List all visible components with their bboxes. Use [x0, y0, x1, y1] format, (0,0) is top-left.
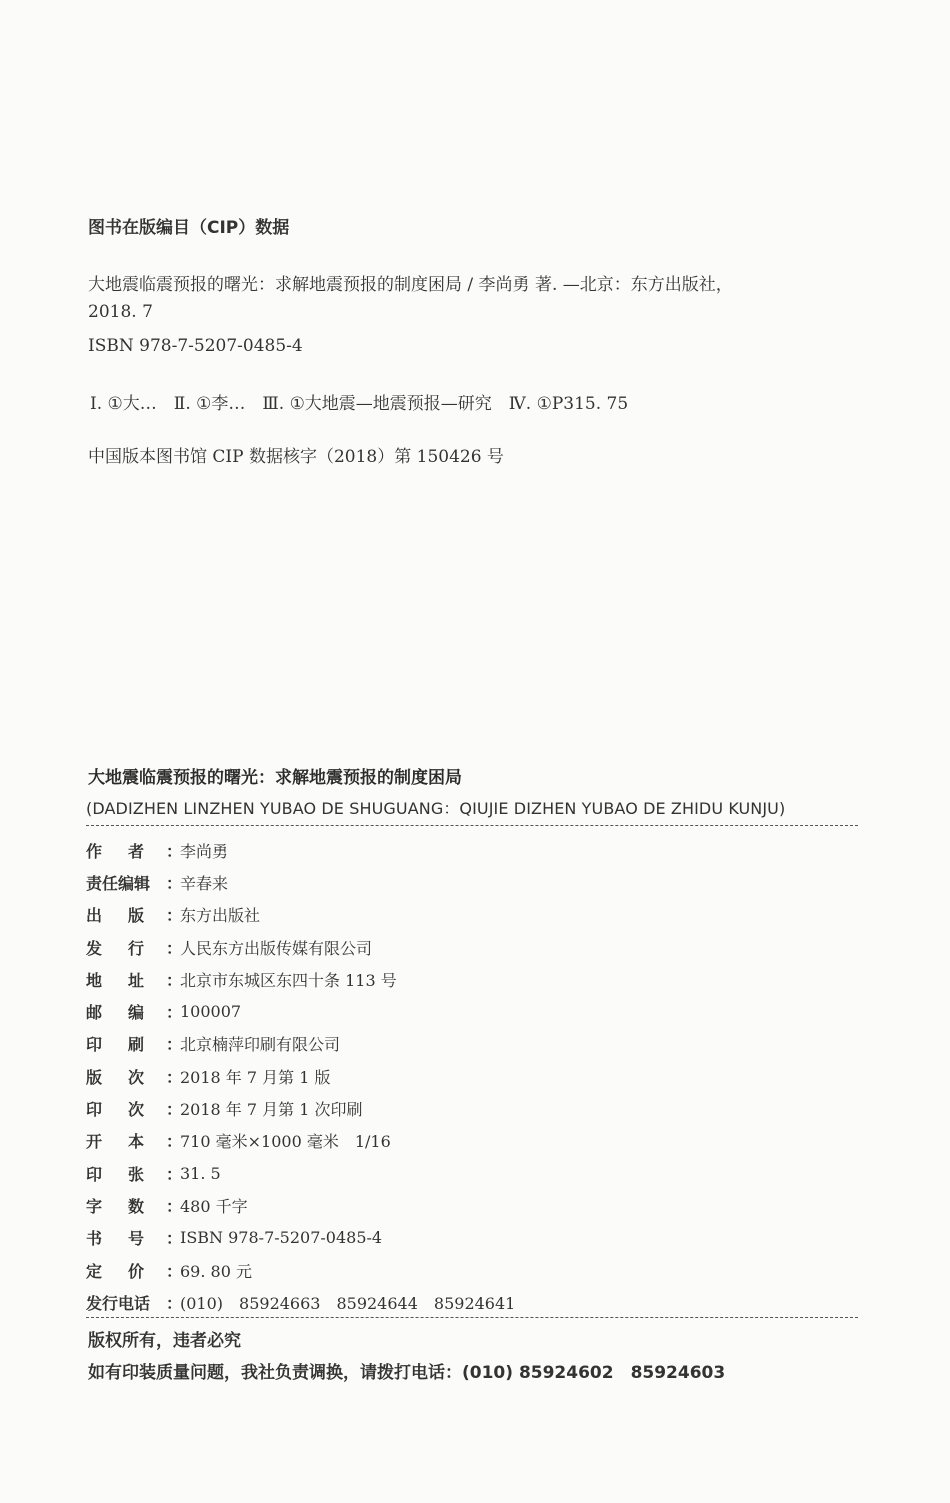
info-label: 地 址	[86, 970, 144, 990]
info-row-format: 开 本 ： 710 毫米×1000 毫米 1/16	[86, 1125, 515, 1157]
info-label: 开 本	[86, 1132, 144, 1152]
info-row-word-count: 字 数 ： 480 千字	[86, 1189, 515, 1221]
publication-info-list	[86, 834, 515, 1318]
cip-date-line: 2018. 7	[88, 302, 153, 322]
info-row-distributor: 发 行 ： 人民东方出版传媒有限公司	[86, 931, 515, 963]
info-value: (010) 85924663 85924644 85924641	[180, 1293, 516, 1313]
info-label: 印 次	[86, 1100, 144, 1120]
book-title: 大地震临震预报的曙光：求解地震预报的制度困局	[88, 768, 462, 788]
info-row-price: 定 价 ： 69. 80 元	[86, 1254, 515, 1286]
info-value: ISBN 978-7-5207-0485-4	[180, 1228, 383, 1248]
cip-classification: Ⅰ. ①大… Ⅱ. ①李… Ⅲ. ①大地震—地震预报—研究 Ⅳ. ①P315. 75	[90, 394, 629, 414]
cip-isbn-line: ISBN 978-7-5207-0485-4	[88, 336, 303, 356]
info-row-edition: 版 次 ： 2018 年 7 月第 1 版	[86, 1060, 515, 1092]
info-value: 31. 5	[180, 1163, 221, 1183]
info-label: 作 者	[86, 841, 144, 861]
info-row-printer: 印 刷 ： 北京楠萍印刷有限公司	[86, 1028, 515, 1060]
info-value: 人民东方出版传媒有限公司	[180, 938, 373, 958]
info-row-editor: 责任编辑 ： 辛春来	[86, 866, 515, 898]
info-label: 邮 编	[86, 1003, 144, 1023]
info-value: 李尚勇	[180, 841, 229, 861]
info-label: 发行电话	[86, 1293, 151, 1313]
info-value: 100007	[180, 1002, 242, 1022]
info-row-printing: 印 次 ： 2018 年 7 月第 1 次印刷	[86, 1092, 515, 1124]
info-value: 东方出版社	[180, 906, 261, 926]
info-value: 2018 年 7 月第 1 版	[180, 1067, 331, 1087]
divider-top	[86, 825, 858, 826]
info-row-sheets: 印 张 ： 31. 5	[86, 1163, 221, 1184]
info-row-postcode: 邮 编 ： 100007	[86, 1002, 242, 1023]
info-label: 责任编辑	[86, 873, 151, 893]
info-row-address: 地 址 ： 北京市东城区东四十条 113 号	[86, 963, 515, 995]
info-label: 发 行	[86, 938, 144, 958]
info-row-sales-phone: 发行电话 ： (010) 85924663 85924644 85924641	[86, 1286, 515, 1318]
info-value: 710 毫米×1000 毫米 1/16	[180, 1132, 391, 1152]
exchange-notice: 如有印装质量问题，我社负责调换，请拨打电话：(010) 85924602 85924603	[88, 1363, 726, 1383]
cip-title-line: 大地震临震预报的曙光：求解地震预报的制度困局 / 李尚勇 著. —北京：东方出版社，	[88, 275, 733, 295]
info-row-publisher: 出 版 ： 东方出版社	[86, 899, 515, 931]
info-value: 69. 80 元	[180, 1261, 252, 1281]
info-value: 辛春来	[180, 873, 229, 893]
info-value: 480 千字	[180, 1196, 248, 1216]
info-label: 定 价	[86, 1261, 144, 1281]
cip-heading: 图书在版编目（CIP）数据	[88, 218, 290, 238]
info-label: 书 号	[86, 1229, 144, 1249]
info-row-author: 作 者 ： 李尚勇	[86, 834, 515, 866]
info-label: 字 数	[86, 1196, 144, 1216]
book-pinyin-title: (DADIZHEN LINZHEN YUBAO DE SHUGUANG：QIUJIE DIZHEN YUBAO DE ZHIDU KUNJU)	[86, 799, 786, 818]
cip-record-number: 中国版本图书馆 CIP 数据核字（2018）第 150426 号	[88, 447, 504, 467]
info-value: 2018 年 7 月第 1 次印刷	[180, 1100, 363, 1120]
info-label: 版 次	[86, 1067, 144, 1087]
copyright-notice: 版权所有，违者必究	[88, 1331, 241, 1351]
info-value: 北京市东城区东四十条 113 号	[180, 970, 397, 990]
divider-bottom	[86, 1317, 858, 1318]
info-row-book-number: 书 号 ： ISBN 978-7-5207-0485-4	[86, 1228, 383, 1249]
info-label: 印 张	[86, 1164, 144, 1184]
info-label: 出 版	[86, 906, 144, 926]
info-value: 北京楠萍印刷有限公司	[180, 1035, 341, 1055]
info-label: 印 刷	[86, 1035, 144, 1055]
